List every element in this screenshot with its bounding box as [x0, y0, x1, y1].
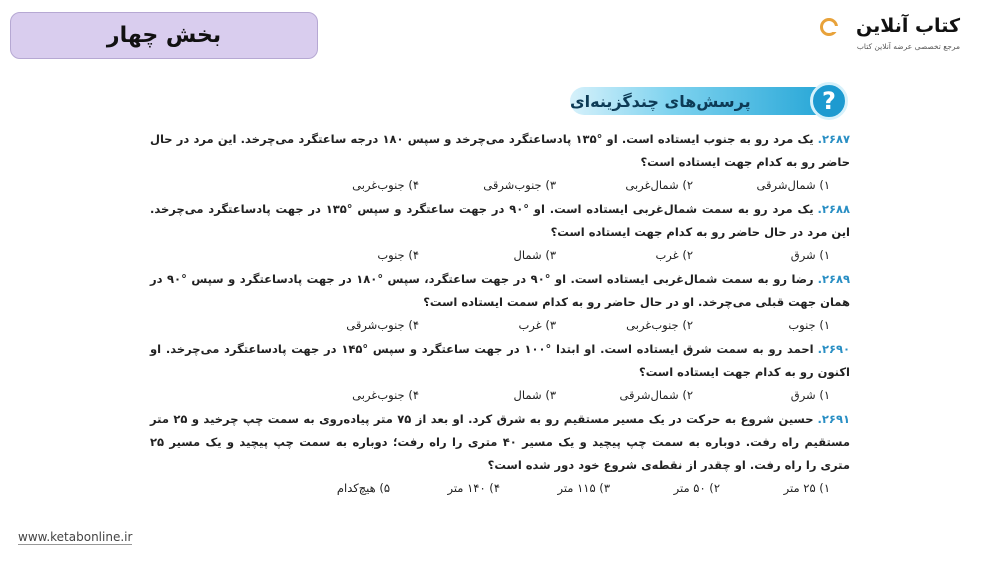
question-list: [150, 128, 850, 501]
question-body: یک مرد رو به سمت شمال‌غربی ایستاده است. او °۹۰ در جهت ساعتگرد و سپس °۱۳۵ در جهت پادساعتگرد می‌چرخد. این مرد در حال حاضر رو به کدام جهت ایستاده است؟: [150, 202, 850, 239]
question-text: [150, 338, 850, 384]
banner-title: پرسش‌های چندگزینه‌ای: [570, 87, 820, 115]
question-item: [150, 408, 850, 499]
question-body: احمد رو به سمت شرق ایستاده است. او ابتدا °۱۰۰ در جهت ساعتگرد و سپس °۱۴۵ در جهت پادساعتگرد می‌چرخد. او اکنون رو به کدام جهت ایستاده است؟: [150, 342, 850, 379]
question-text: [150, 408, 850, 477]
answer-option[interactable]: ۲) ۵۰ متر: [673, 481, 720, 495]
answer-option[interactable]: ۴) جنوب‌غربی: [352, 388, 419, 402]
question-body: رضا رو به سمت شمال‌غربی ایستاده است. او °۹۰ در جهت ساعتگرد، سپس °۱۸۰ در جهت پادساعتگرد و سپس °۹۰ در همان جهت قبلی می‌چرخد. او در حال حاضر رو به کدام سمت ایستاده است؟: [150, 272, 850, 309]
section-label: بخش چهار: [10, 12, 318, 59]
answer-option[interactable]: ۳) شمال: [513, 248, 556, 262]
answer-option[interactable]: ۳) ۱۱۵ متر: [557, 481, 610, 495]
logo-ring-icon: [820, 18, 838, 36]
answer-option[interactable]: ۲) شمال‌غربی: [625, 178, 693, 192]
answer-option[interactable]: ۴) جنوب‌غربی: [352, 178, 419, 192]
answer-options: [150, 244, 850, 266]
answer-option[interactable]: ۲) شمال‌شرقی: [619, 388, 693, 402]
ketabonline-logo: [820, 15, 960, 57]
logo-subtitle: مرجع تخصصی عرضه آنلاین کتاب: [856, 42, 960, 51]
question-item: [150, 198, 850, 266]
answer-options: [150, 384, 850, 406]
answer-option[interactable]: ۳) جنوب‌شرقی: [483, 178, 556, 192]
question-body: یک مرد رو به جنوب ایستاده است. او °۱۳۵ پادساعتگرد می‌چرخد و سپس ۱۸۰ درجه ساعتگرد می‌چرخد. این مرد در حال حاضر رو به کدام جهت ایستاده است؟: [150, 132, 850, 169]
answer-option[interactable]: ۱) جنوب: [788, 318, 830, 332]
question-number: ۲۶۸۷.: [817, 132, 851, 146]
answer-options: [150, 174, 850, 196]
question-body: حسین شروع به حرکت در یک مسیر مستقیم رو به شرق کرد. او بعد از ۷۵ متر پیاده‌روی به سمت چپ چرخید و ۲۵ متر مستقیم راه رفت. دوباره به سمت چپ پیچید و یک مسیر ۴۰ متری را راه رفت؛ دوباره به سمت چپ پیچید و یک مسیر ۲۵ متری را راه رفت. او چقدر از نقطه‌ی شروع خود دور شده است؟: [150, 412, 850, 472]
question-number: ۲۶۹۰.: [817, 342, 851, 356]
answer-option[interactable]: ۴) ۱۴۰ متر: [447, 481, 500, 495]
question-number: ۲۶۹۱.: [817, 412, 850, 426]
question-item: [150, 268, 850, 336]
question-item: [150, 338, 850, 406]
answer-option[interactable]: ۱) شمال‌شرقی: [756, 178, 830, 192]
answer-option[interactable]: ۱) شرق: [790, 248, 830, 262]
question-item: [150, 128, 850, 196]
question-mark-icon: ?: [810, 82, 848, 120]
question-text: [150, 268, 850, 314]
answer-option[interactable]: ۲) جنوب‌غربی: [626, 318, 693, 332]
answer-options: [150, 314, 850, 336]
answer-option[interactable]: ۵) هیچ‌کدام: [336, 481, 390, 495]
question-text: [150, 128, 850, 174]
question-text: [150, 198, 850, 244]
footer-url-link[interactable]: www.ketabonline.ir: [18, 530, 133, 544]
answer-option[interactable]: ۱) ۲۵ متر: [783, 481, 830, 495]
answer-option[interactable]: ۴) جنوب: [377, 248, 419, 262]
answer-option[interactable]: ۲) غرب: [655, 248, 693, 262]
answer-option[interactable]: ۳) شمال: [513, 388, 556, 402]
answer-option[interactable]: ۱) شرق: [790, 388, 830, 402]
logo-title: کتاب آنلاین: [856, 15, 960, 37]
answer-option[interactable]: ۴) جنوب‌شرقی: [346, 318, 419, 332]
question-number: ۲۶۸۸.: [817, 202, 850, 216]
section-banner: [570, 82, 850, 120]
answer-options: [150, 477, 850, 499]
question-number: ۲۶۸۹.: [817, 272, 851, 286]
answer-option[interactable]: ۳) غرب: [518, 318, 556, 332]
